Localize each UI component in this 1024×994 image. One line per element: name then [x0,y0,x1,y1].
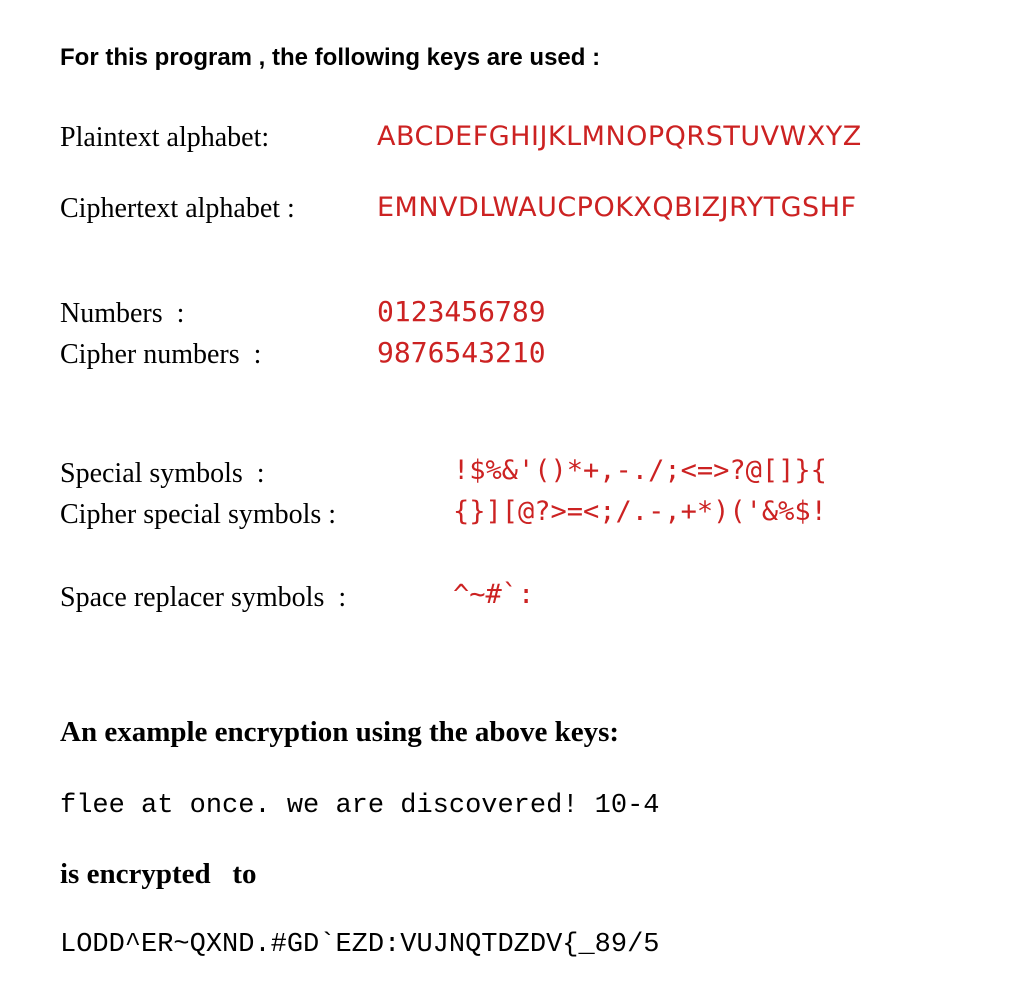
numbers-label: Numbers : [60,298,185,329]
cipher-special-symbols-label: Cipher special symbols : [60,499,337,530]
ciphertext-alphabet-value: EMNVDLWAUCPOKXQBIZJRYTGSHF [377,192,857,223]
example-plaintext: flee at once. we are discovered! 10-4 [60,791,660,821]
cipher-numbers-label: Cipher numbers : [60,339,262,370]
space-replacer-value: ^~#`: [453,579,535,610]
cipher-numbers-value: 9876543210 [377,336,546,369]
ciphertext-alphabet-label: Ciphertext alphabet : [60,193,295,224]
intro-heading: For this program , the following keys are used : [60,44,601,71]
encrypted-to-label: is encrypted to [60,858,257,890]
example-ciphertext: LODD^ER~QXND.#GD`EZD:VUJNQTDZDV{_89/5 [60,930,660,960]
example-heading: An example encryption using the above keys: [60,716,620,748]
cipher-special-symbols-value: {}][@?>=<;/.-,+*)('&%$! [453,496,827,527]
plaintext-alphabet-label: Plaintext alphabet: [60,122,270,153]
plaintext-alphabet-value: ABCDEFGHIJKLMNOPQRSTUVWXYZ [377,121,862,152]
numbers-value: 0123456789 [377,295,546,328]
special-symbols-value: !$%&'()*+,-./;<=>?@[]}{ [453,455,827,486]
special-symbols-label: Special symbols : [60,458,265,489]
space-replacer-label: Space replacer symbols : [60,582,347,613]
